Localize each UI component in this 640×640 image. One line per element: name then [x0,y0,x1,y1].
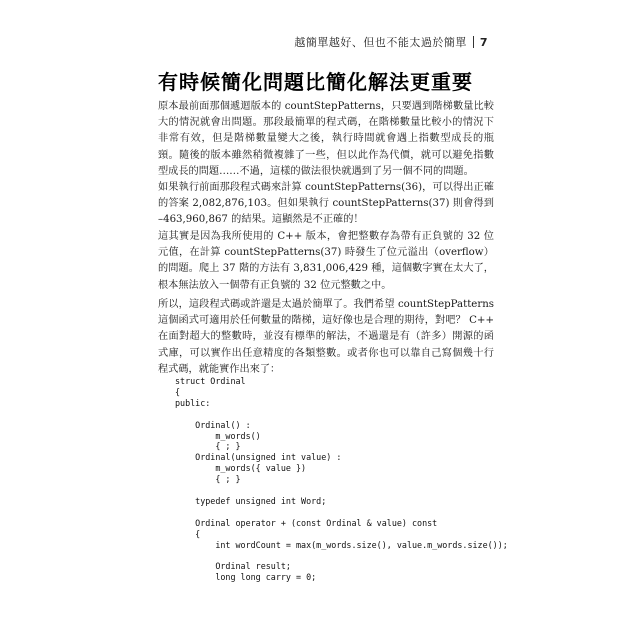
header-divider [473,36,474,48]
code-listing: struct Ordinal { public: Ordinal() : m_words() { ; } Ordinal(unsigned int value) : m_words({ value }) { ; } typedef unsigned int Word; Ordinal operator + (const Ordinal & value) const { int wordCount = max(m_words.size(), value.m_words.size()); Ordinal result; long long carry = 0; [175,376,508,583]
paragraph: 如果執行前面那段程式碼來計算 countStepPatterns(36)，可以得出正確的答案 2,082,876,103。但如果執行 countStepPatterns(37) 則會得到 –463,960,867 的結果。這顯然是不正確的！ [158,182,494,226]
section-title: 有時候簡化問題比簡化解法更重要 [158,70,473,94]
paragraph: 原本最前面那個遞迴版本的 countStepPatterns，只要遇到階梯數量比較大的情況就會出問題。那段最簡單的程式碼，在階梯數量比較小的情況下非常有效，但是階梯數量變大之後，執行時間就會遇上指數型成長的瓶頸。隨後的版本雖然稍微複雜了一些，但以此作為代價，就可以避免指數型成長的問題……不過，這樣的做法很快就遇到了另一個不同的問題。 [158,101,494,177]
page-number: 7 [479,35,488,49]
paragraph: 這其實是因為我所使用的 C++ 版本，會把整數存為帶有正負號的 32 位元值，在計算 countStepPatterns(37) 時發生了位元溢出（overflow）的問題。爬上 37 階的方法有 3,831,006,429 種，這個數字實在太大了，根本無法放入一個帶有正負號的 32 位元整數之中。 [158,231,494,291]
running-header [294,34,488,50]
paragraph: 所以，這段程式碼或許還是太過於簡單了。我們希望 countStepPatterns 這個函式可適用於任何數量的階梯，這好像也是合理的期待，對吧？ C++ 在面對超大的整數時，並沒有標準的解法，不過還是有（許多）開源的函式庫，可以實作出任意精度的各類整數。或者你也可以靠自己寫個幾十行程式碼，就能實作出來了： [158,299,494,375]
running-title: 越簡單越好、但也不能太過於簡單 [294,36,467,49]
